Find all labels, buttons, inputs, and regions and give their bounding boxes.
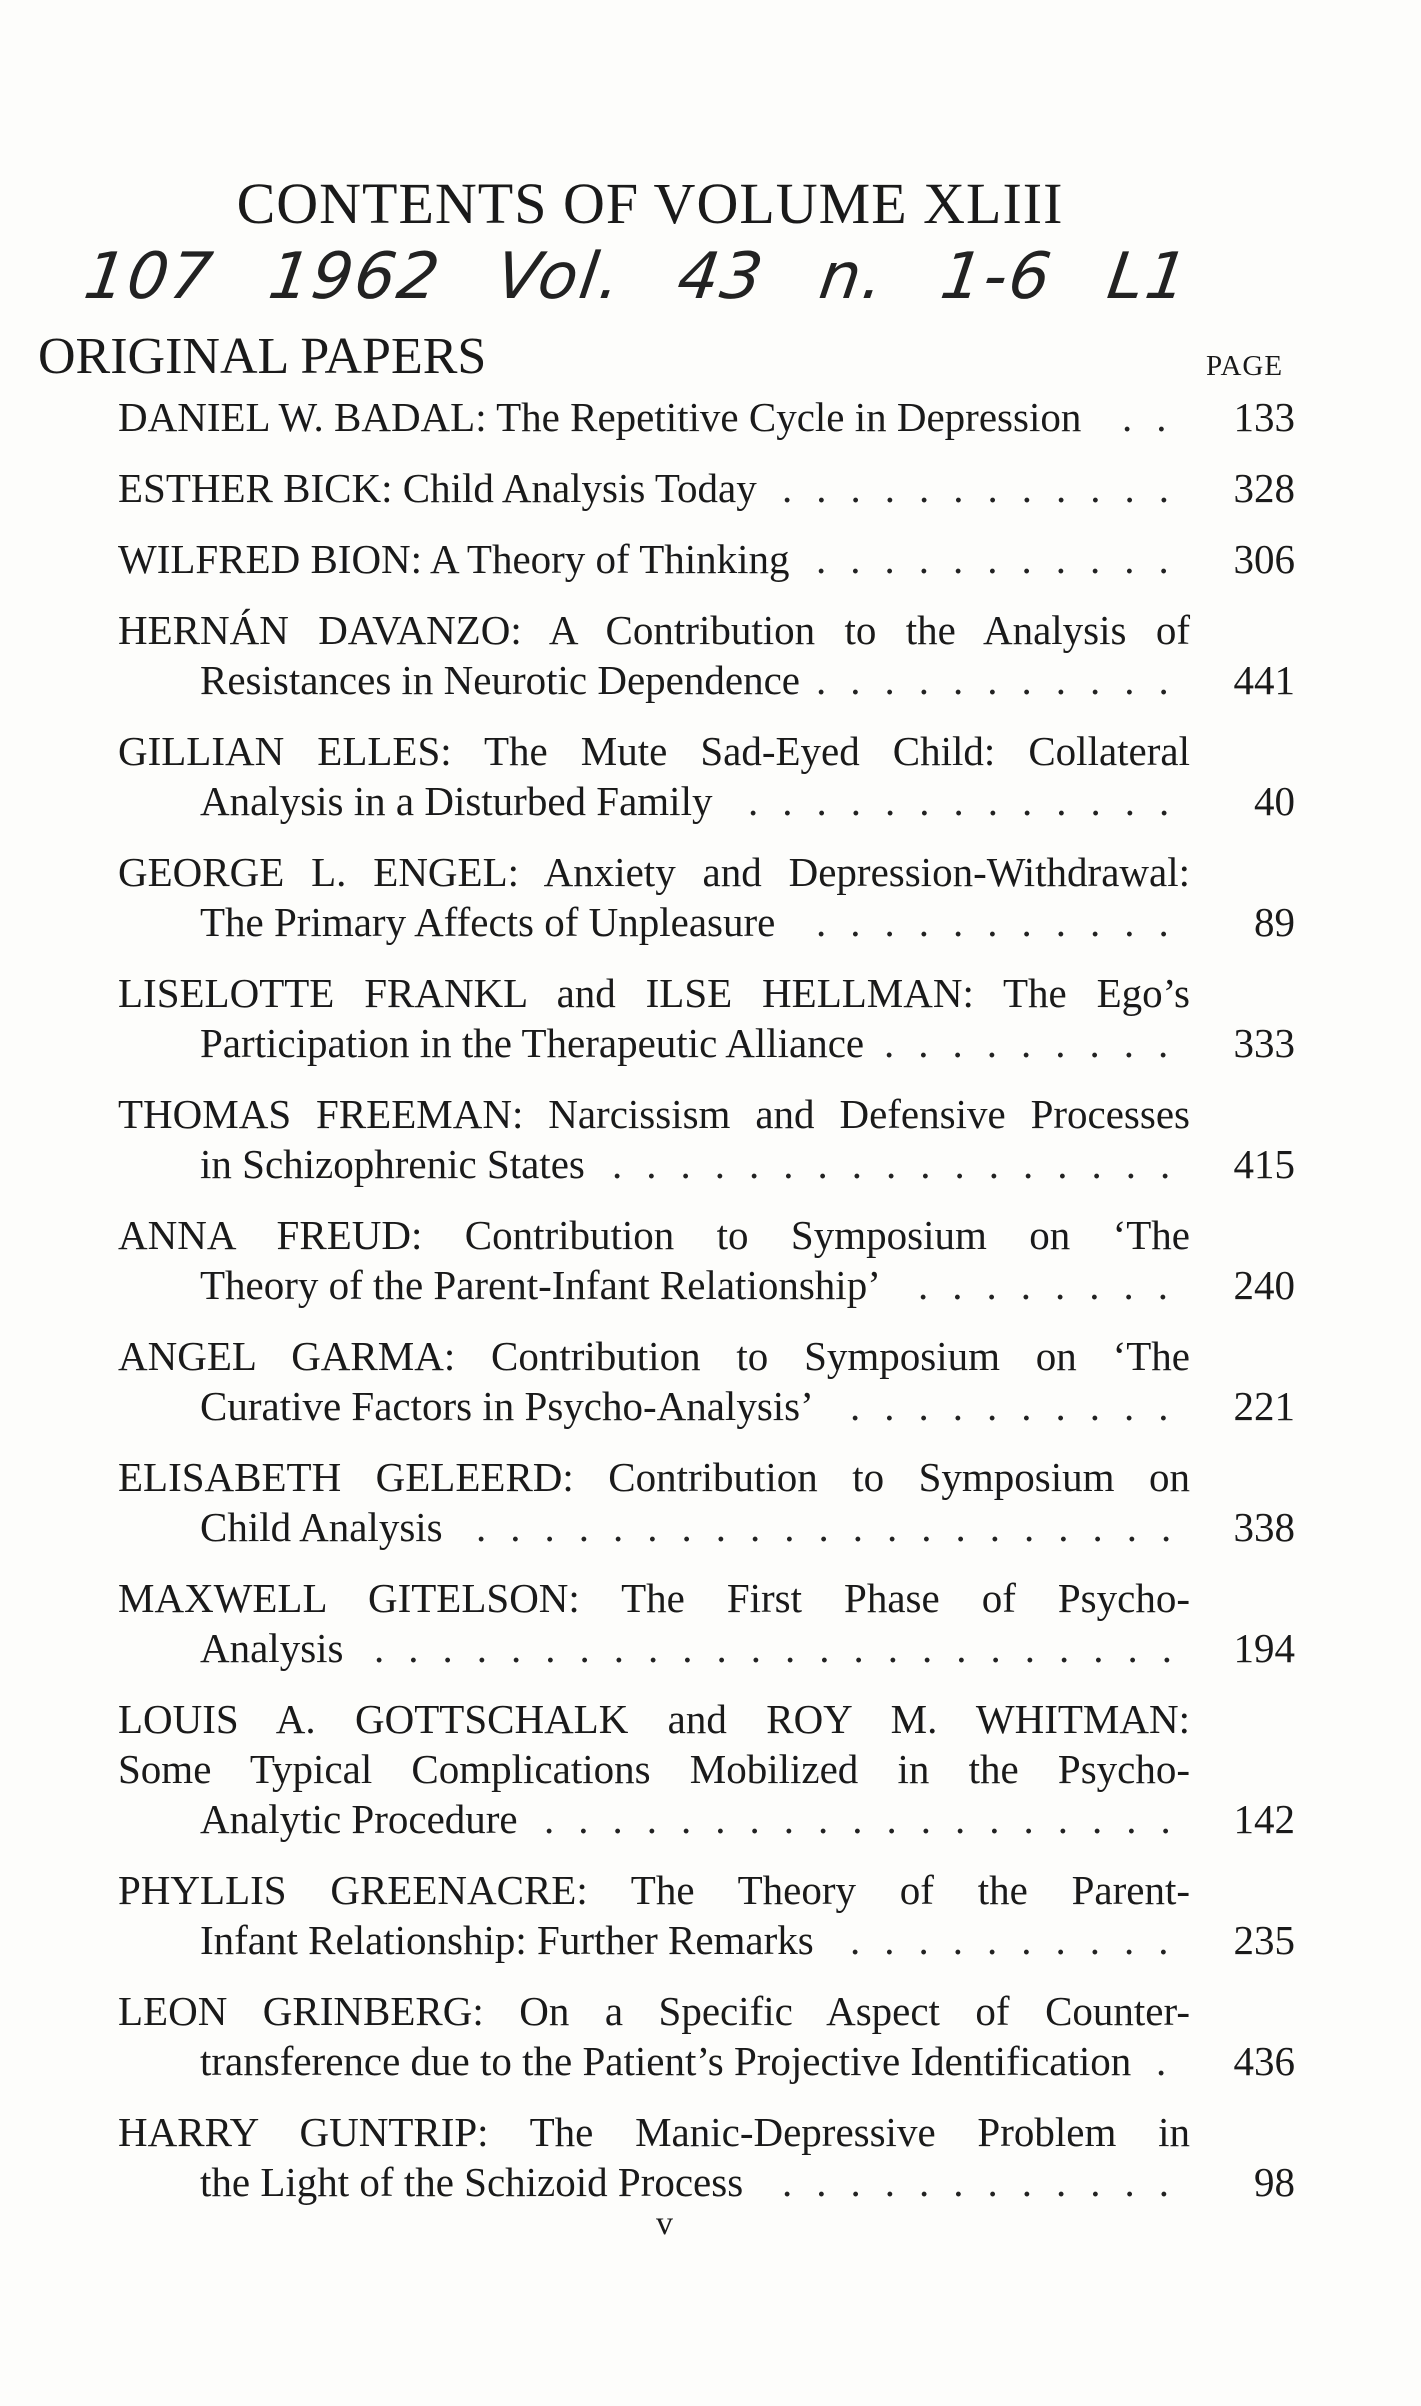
contents-entry	[0, 392, 1421, 442]
entry-page-number: 142	[1233, 1796, 1295, 1842]
contents-entry	[0, 1694, 1421, 1844]
entry-author-title: LOUIS A. GOTTSCHALK and ROY M. WHITMAN:	[118, 1696, 1190, 1742]
entry-line	[0, 534, 1421, 584]
contents-entry	[0, 2107, 1421, 2207]
entry-author-title: HARRY GUNTRIP: The Manic-Depressive Problem in	[118, 2109, 1190, 2155]
entry-line	[0, 1744, 1421, 1794]
entry-line	[0, 1260, 1421, 1310]
entry-page-number: 98	[1254, 2159, 1295, 2205]
entry-page-number: 306	[1233, 536, 1295, 582]
contents-entry	[0, 1089, 1421, 1189]
entry-title-continuation: transference due to the Patient’s Projective Identification	[200, 2038, 1132, 2084]
entry-title-continuation: The Primary Affects of Unpleasure	[200, 899, 776, 945]
entry-author-title: PHYLLIS GREENACRE: The Theory of the Parent-	[118, 1867, 1190, 1913]
entry-page-number: 436	[1233, 2038, 1295, 2084]
entry-page-number: 221	[1233, 1383, 1295, 1429]
leader-dots: ..........	[850, 1383, 1193, 1429]
handwritten-catalog-note: 107 1962 Vol. 43 n. 1-6 L1	[79, 240, 1194, 314]
entry-author-title: DANIEL W. BADAL: The Repetitive Cycle in Depression	[118, 394, 1082, 440]
entry-author-title: WILFRED BION: A Theory of Thinking	[118, 536, 790, 582]
entry-title-continuation: the Light of the Schizoid Process	[200, 2159, 744, 2205]
entry-line	[0, 1381, 1421, 1431]
contents-entry	[0, 1331, 1421, 1431]
section-heading: ORIGINAL PAPERS	[38, 328, 487, 385]
contents-entry	[0, 605, 1421, 705]
entry-page-number: 89	[1254, 899, 1295, 945]
leader-dots: .....................	[476, 1504, 1196, 1550]
entry-title-continuation: Analysis	[200, 1625, 344, 1671]
entry-author-title: ANGEL GARMA: Contribution to Symposium on ‘The	[118, 1333, 1190, 1379]
entry-author-title: LISELOTTE FRANKL and ILSE HELLMAN: The Ego’s	[118, 970, 1190, 1016]
entry-line	[0, 1986, 1421, 2036]
contents-entry	[0, 1573, 1421, 1673]
contents-entry	[0, 1986, 1421, 2086]
entry-title-continuation: Some Typical Complications Mobilized in the Psycho-	[118, 1746, 1190, 1792]
entry-page-number: 441	[1233, 657, 1295, 703]
entry-line	[0, 1915, 1421, 1965]
entry-author-title: ELISABETH GELEERD: Contribution to Symposium on	[118, 1454, 1190, 1500]
leader-dots: ...........	[816, 899, 1193, 945]
entry-author-title: GILLIAN ELLES: The Mute Sad-Eyed Child: Collateral	[118, 728, 1190, 774]
contents-entry	[0, 463, 1421, 513]
entry-author-title: HERNÁN DAVANZO: A Contribution to the Analysis of	[118, 607, 1190, 653]
entry-line	[0, 605, 1421, 655]
entry-title-continuation: Resistances in Neurotic Dependence	[200, 657, 800, 703]
entry-page-number: 235	[1233, 1917, 1295, 1963]
contents-entry	[0, 1865, 1421, 1965]
contents-entry	[0, 1210, 1421, 1310]
entry-page-number: 194	[1233, 1625, 1295, 1671]
entry-line	[0, 2036, 1421, 2086]
entry-line	[0, 1502, 1421, 1552]
leader-dots: .........	[884, 1020, 1193, 1066]
entry-title-continuation: Curative Factors in Psycho-Analysis’	[200, 1383, 814, 1429]
entry-page-number: 133	[1233, 394, 1295, 440]
entry-line	[0, 1794, 1421, 1844]
entry-page-number: 40	[1254, 778, 1295, 824]
page-title: CONTENTS OF VOLUME XLIII	[236, 171, 1064, 236]
leader-dots: ........	[918, 1262, 1192, 1308]
entry-line	[0, 1089, 1421, 1139]
entry-title-continuation: Analytic Procedure	[200, 1796, 518, 1842]
contents-entry	[0, 726, 1421, 826]
page-column-label: PAGE	[1206, 350, 1284, 382]
contents-entry	[0, 1452, 1421, 1552]
leader-dots: ............	[782, 465, 1193, 511]
entry-line	[0, 1139, 1421, 1189]
entry-page-number: 338	[1233, 1504, 1295, 1550]
entry-line	[0, 897, 1421, 947]
entry-author-title: THOMAS FREEMAN: Narcissism and Defensive Processes	[118, 1091, 1190, 1137]
entry-page-number: 415	[1233, 1141, 1295, 1187]
entry-title-continuation: in Schizophrenic States	[200, 1141, 585, 1187]
contents-list	[0, 392, 1421, 2228]
entry-line	[0, 1452, 1421, 1502]
leader-dots: ............	[782, 2159, 1193, 2205]
entry-line	[0, 2157, 1421, 2207]
entry-title-continuation: Theory of the Parent-Infant Relationship’	[200, 1262, 881, 1308]
entry-line	[0, 1865, 1421, 1915]
leader-dots: .................	[612, 1141, 1195, 1187]
contents-entry	[0, 968, 1421, 1068]
leader-dots: ...........	[816, 536, 1193, 582]
leader-dots: ...........	[816, 657, 1193, 703]
entry-title-continuation: Analysis in a Disturbed Family	[200, 778, 713, 824]
leader-dots: .............	[748, 778, 1194, 824]
entry-author-title: ANNA FREUD: Contribution to Symposium on ‘The	[118, 1212, 1190, 1258]
entry-line	[0, 776, 1421, 826]
entry-author-title: GEORGE L. ENGEL: Anxiety and Depression-Withdrawal:	[118, 849, 1190, 895]
entry-page-number: 328	[1233, 465, 1295, 511]
leader-dots: ..........	[850, 1917, 1193, 1963]
entry-line	[0, 1694, 1421, 1744]
entry-author-title: MAXWELL GITELSON: The First Phase of Psycho-	[118, 1575, 1190, 1621]
entry-title-continuation: Infant Relationship: Further Remarks	[200, 1917, 814, 1963]
entry-title-continuation: Child Analysis	[200, 1504, 443, 1550]
leader-dots: ...................	[544, 1796, 1195, 1842]
entry-line	[0, 2107, 1421, 2157]
leader-dots: ..	[1122, 394, 1191, 440]
entry-line	[0, 847, 1421, 897]
contents-entry	[0, 847, 1421, 947]
entry-page-number: 333	[1233, 1020, 1295, 1066]
entry-line	[0, 968, 1421, 1018]
page-folio: v	[656, 2205, 673, 2242]
entry-line	[0, 1623, 1421, 1673]
entry-page-number: 240	[1233, 1262, 1295, 1308]
entry-title-continuation: Participation in the Therapeutic Alliance	[200, 1020, 865, 1066]
entry-line	[0, 1573, 1421, 1623]
entry-line	[0, 1018, 1421, 1068]
leader-dots: .	[1156, 2038, 1191, 2084]
entry-line	[0, 1210, 1421, 1260]
entry-author-title: ESTHER BICK: Child Analysis Today	[118, 465, 757, 511]
entry-line	[0, 1331, 1421, 1381]
entry-line	[0, 392, 1421, 442]
entry-line	[0, 655, 1421, 705]
contents-entry	[0, 534, 1421, 584]
entry-line	[0, 726, 1421, 776]
entry-line	[0, 463, 1421, 513]
entry-author-title: LEON GRINBERG: On a Specific Aspect of Counter-	[118, 1988, 1190, 2034]
leader-dots: ........................	[374, 1625, 1196, 1671]
